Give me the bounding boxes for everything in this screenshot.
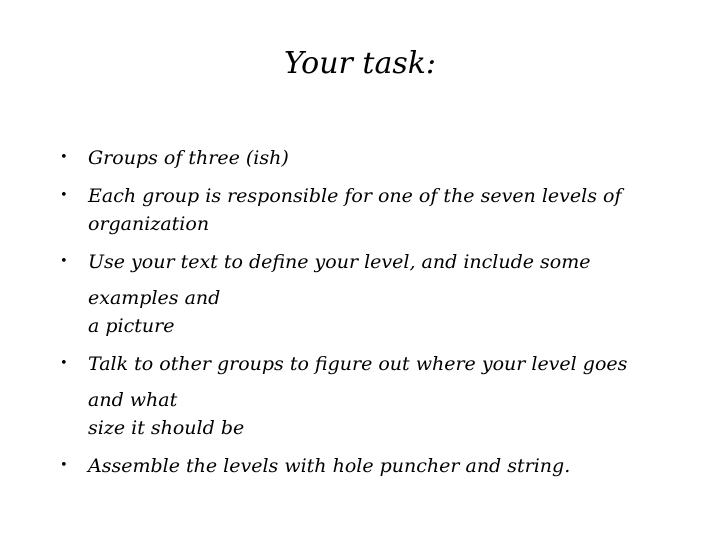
- bullet-list: [58, 140, 658, 486]
- bullet-text-continuation: organization: [88, 213, 210, 235]
- bullet-text-continuation: size it should be: [88, 417, 245, 439]
- bullet-item: [58, 178, 658, 242]
- bullet-item: [58, 346, 658, 446]
- bullet-item: [58, 448, 658, 484]
- bullet-text-continuation: a picture: [88, 315, 175, 337]
- bullet-text: Groups of three (ish): [88, 147, 289, 169]
- bullet-text: Talk to other groups to figure out where your level goes and what: [88, 353, 628, 411]
- bullet-text: Each group is responsible for one of the seven levels of: [88, 185, 622, 207]
- slide-title: Your task:: [283, 46, 437, 81]
- bullet-text: Use your text to define your level, and include some examples and: [88, 251, 591, 309]
- bullet-dot-icon: •: [60, 254, 68, 269]
- bullet-dot-icon: •: [60, 458, 68, 473]
- bullet-item: [58, 244, 658, 344]
- bullet-item: [58, 140, 658, 176]
- bullet-dot-icon: •: [60, 356, 68, 371]
- bullet-text: Assemble the levels with hole puncher and string.: [88, 455, 571, 477]
- bullet-dot-icon: •: [60, 188, 68, 203]
- bullet-dot-icon: •: [60, 150, 68, 165]
